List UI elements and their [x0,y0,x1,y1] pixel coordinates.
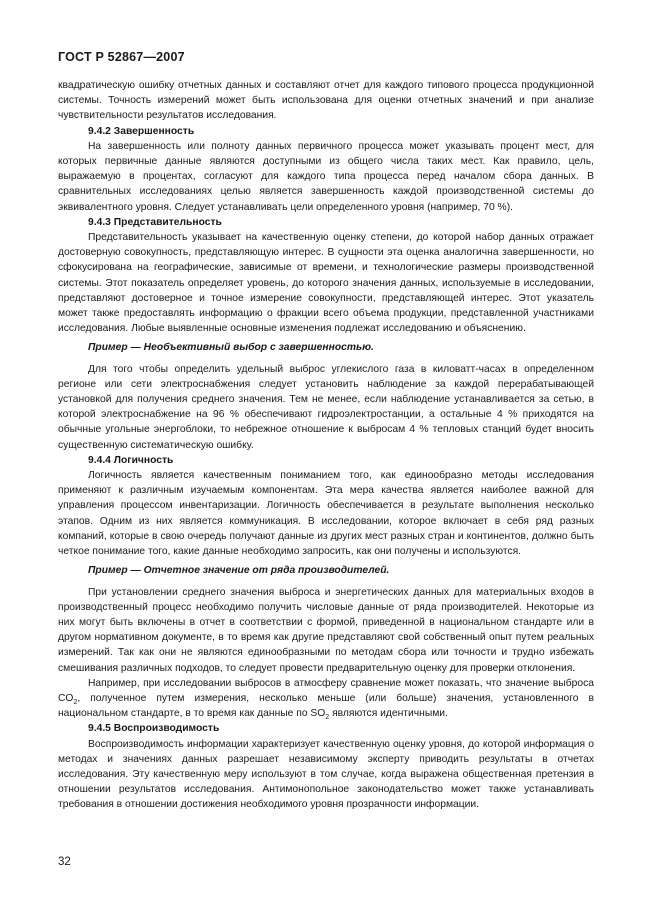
section-9-4-2-paragraph: На завершенность или полноту данных первичного процесса может указывать процент мест, для которых первичные данные являются доступными из общего числа таких мест. Как правило, цель, выражаемую в процентах, согласуют для каждого типа процесса перед началом сбора данных. В сравнительных исследованиях целью является завершенность каждой производственной системы до эквивалентного уровня. Следует устанавливать цели определенного уровня (например, 70 %). [58,140,594,213]
example-1-paragraph: Для того чтобы определить удельный выброс углекислого газа в киловатт-часах в определенном регионе или сети электроснабжения следует установить наблюдение за каждой перерабатывающей установкой для получения среднего значения. Тем не менее, если наблюдение устанавливается за сетью, в которой электроснабжение на 96 % обеспечивают гидроэлектростанции, а остальные 4 % приходятся на обычные угольные энергоблоки, то небрежное отношение к выбросам 4 % тепловых станций будет вносить существенную систематическую ошибку. [58,363,594,451]
section-9-4-4-title: 9.4.4 Логичность [88,454,174,466]
section-9-4-2-title: 9.4.2 Завершенность [88,125,195,137]
example-2-note-post: являются идентичными. [329,708,448,720]
section-9-4-3-paragraph: Представительность указывает на качественную оценку степени, до которой набор данных отражает достоверную совокупность, представляющую интерес. В сущности эта оценка аналогична завершенности, но сфокусирована на географические, зависимые от времени, и технологические размеры производственной системы. Этот показатель определяет уровень, до которого значения данных, используемые в исследовании, представляют достоверное и точное измерение совокупности, представляющей интерес. Этот указатель может также предоставлять информацию о фракции всего объема продукции, представленной участниками исследования. Любые выявленные основные изменения подлежат исследованию и объяснению. [58,232,594,335]
section-9-4-4-paragraph: Логичность является качественным пониманием того, как единообразно методы исследования применяют к различным изучаемым компонентам. Эта мера качества является наиболее важной для управления процессом инвентаризации. Логичность обеспечивается в результате выполнения несколько этапов. Одним из них является коммуникация. В исследовании, которое включает в себя ряд разных компаний, которые в свою очередь получают данные из других мест разных стран и континентов, должно быть четкое понимание того, какие данные необходимо запросить, как они получены и используются. [58,470,594,558]
page-content [58,78,594,813]
example-2-title: Пример — Отчетное значение от ряда производителей. [88,565,390,577]
co2-subscript: 2 [73,698,78,706]
example-1-title: Пример — Необъективный выбор с завершенностью. [88,342,374,354]
example-2-note-paragraph [58,676,594,722]
standard-header: ГОСТ Р 52867—2007 [58,50,185,64]
example-2-paragraph: При установлении среднего значения выброса и энергетических данных для материальных входов в производственный процесс необходимо получить числовые данные от ряда производителей. Некоторые из них могут быть включены в отчет в соответствии с формой, приведенной в национальном стандарте или в другом нормативном документе, в то время как другие представляют свой собственный опыт путем реальных измерений. Так как они не являются единообразными по методам сбора или точности и трудно избежать смешивания различных подходов, то следует провести предварительную оценку для проверки отклонения. [58,586,594,674]
example-2-note-pre: Например, при исследовании выбросов в атмосферу сравнение может показать, что значение выброса CO [58,677,594,704]
section-9-4-5-paragraph: Воспроизводимость информации характеризует качественную оценку уровня, до которой информация о методах и значениях данных разрешает независимому эксперту приводить результаты в отчетах исследования. Эту качественную меру используют в том случае, когда выражена общественная претензия в отношении результатов исследования. Антимонопольное законодательство может также устанавливать требования в отношении достижения необходимого уровня прозрачности информации. [58,738,594,811]
so2-subscript: 2 [325,714,330,722]
section-9-4-3-title: 9.4.3 Представительность [88,216,222,228]
example-2-note-mid: , полученное путем измерения, несколько меньше (или больше) значения, установленного в национальном стандарте, в то время как данные по SO [58,692,594,720]
page-number: 32 [58,856,71,868]
intro-paragraph: квадратическую ошибку отчетных данных и составляют отчет для каждого типового процесса продукционной системы. Точность измерений может быть использована для оценки отчетных значений и при анализе чувствительности результатов исследования. [58,80,594,122]
section-9-4-5-title: 9.4.5 Воспроизводимость [88,723,220,735]
